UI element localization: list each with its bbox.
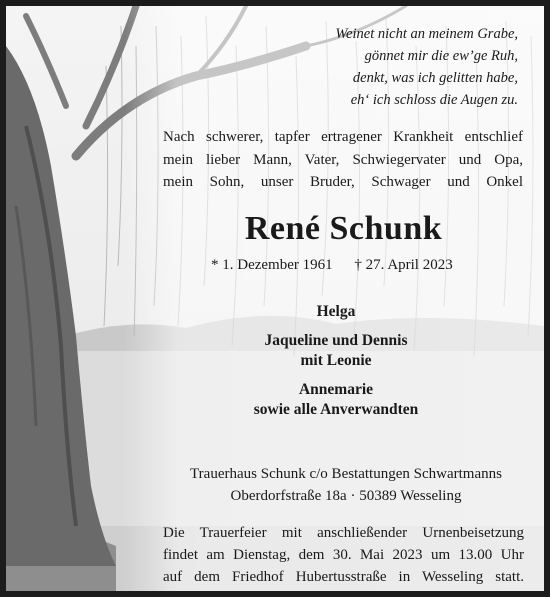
life-dates bbox=[211, 257, 453, 274]
ceremony-line: Die Trauerfeier mit anschließender Urnenbeisetzung bbox=[163, 525, 524, 541]
mourner-group bbox=[156, 302, 516, 323]
poem bbox=[335, 23, 518, 111]
ceremony-line: auf dem Friedhof Hubertusstraße in Wesseling statt. bbox=[163, 569, 524, 585]
mourner-name: mit Leonie bbox=[300, 352, 372, 369]
address-line: Oberdorfstraße 18a · 50389 Wesseling bbox=[230, 488, 462, 504]
death-date: † 27. April 2023 bbox=[354, 257, 453, 273]
poem-line: eh‘ ich schloss die Augen zu. bbox=[350, 92, 518, 108]
intro-line: mein Sohn, unser Bruder, Schwager und Onkel bbox=[163, 174, 523, 190]
birth-date: * 1. Dezember 1961 bbox=[211, 257, 333, 273]
intro-paragraph bbox=[163, 126, 523, 194]
poem-line: denkt, was ich gelitten habe, bbox=[352, 70, 518, 86]
address-line: Trauerhaus Schunk c/o Bestattungen Schwartmanns bbox=[190, 466, 502, 482]
mourners-list bbox=[156, 302, 516, 429]
mourning-house-address bbox=[156, 463, 536, 507]
mourner-group bbox=[156, 331, 516, 372]
mourner-name: Helga bbox=[316, 303, 356, 320]
deceased-name: René Schunk bbox=[244, 210, 443, 247]
ceremony-line: findet am Dienstag, dem 30. Mai 2023 um 13.00 Uhr bbox=[163, 547, 524, 563]
intro-line: mein lieber Mann, Vater, Schwiegervater und Opa, bbox=[163, 151, 523, 168]
poem-line: Weinet nicht an meinem Grabe, bbox=[335, 26, 518, 42]
intro-line: Nach schwerer, tapfer ertragener Krankheit entschlief bbox=[163, 129, 523, 145]
funeral-details bbox=[163, 522, 524, 588]
notice-text bbox=[6, 6, 544, 591]
mourner-group bbox=[156, 380, 516, 421]
mourner-name: sowie alle Anverwandten bbox=[253, 401, 419, 418]
poem-line: gönnet mir die ew’ge Ruh, bbox=[364, 48, 518, 64]
mourner-name: Jaqueline und Dennis bbox=[264, 331, 408, 349]
mourner-name: Annemarie bbox=[298, 380, 374, 398]
